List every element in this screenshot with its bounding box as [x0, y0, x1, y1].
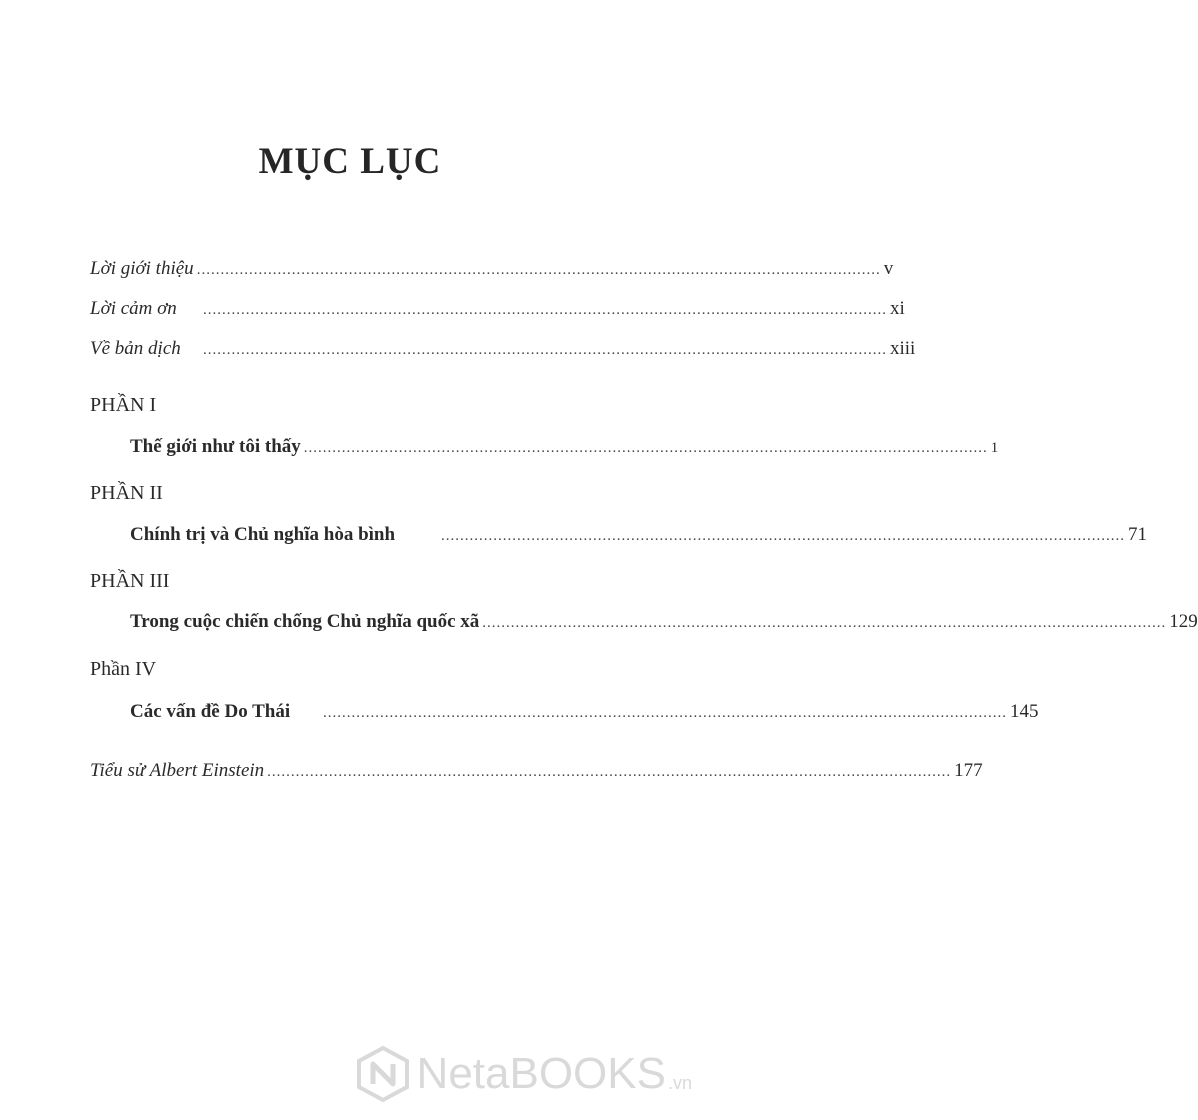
toc-entry-translation-note[interactable]: [90, 338, 916, 360]
part-heading: PHẦN III: [90, 570, 170, 592]
toc-entry-part-2[interactable]: [130, 524, 1147, 546]
dot-leader: ................................................................................................................................................: [323, 705, 1007, 721]
dot-leader: ................................................................................................................................................: [303, 440, 988, 456]
toc-entry-label: Lời giới thiệu: [90, 258, 194, 279]
netabooks-watermark: [355, 1046, 692, 1102]
toc-chapter-label: Trong cuộc chiến chống Chủ nghĩa quốc xã: [130, 611, 480, 632]
toc-entry-label: Lời cảm ơn: [90, 298, 177, 319]
toc-page-number: 145: [1010, 701, 1039, 722]
toc-entry-label: Tiểu sử Albert Einstein: [90, 760, 265, 781]
toc-chapter-label: Chính trị và Chủ nghĩa hòa bình: [130, 524, 396, 545]
toc-entry-part-1[interactable]: [130, 436, 999, 458]
toc-chapter-label: Thế giới như tôi thấy: [130, 436, 301, 457]
part-heading: PHẦN I: [90, 394, 157, 416]
toc-entry-introduction[interactable]: [90, 258, 894, 280]
toc-entry-acknowledgements[interactable]: [90, 298, 905, 320]
toc-page-number: 129: [1169, 611, 1198, 632]
toc-page-number: xiii: [890, 338, 916, 359]
toc-title: MỤC LỤC: [258, 141, 442, 182]
toc-chapter-label: Các vấn đề Do Thái: [130, 701, 291, 722]
toc-entry-label: Về bản dịch: [90, 338, 181, 359]
part-heading: Phần IV: [90, 658, 157, 680]
toc-page-number: v: [883, 258, 894, 279]
dot-leader: ................................................................................................................................................: [267, 764, 952, 780]
dot-leader: ................................................................................................................................................: [482, 615, 1167, 631]
dot-leader: ................................................................................................................................................: [441, 528, 1125, 544]
toc-page-number: 1: [990, 440, 999, 456]
toc-page-number: xi: [890, 298, 905, 319]
toc-page-number: 177: [954, 760, 983, 781]
watermark-text: NetaBOOKS: [416, 1049, 666, 1098]
watermark-suffix: .vn: [667, 1073, 692, 1093]
part-heading: PHẦN II: [90, 482, 163, 504]
dot-leader: ................................................................................................................................................: [196, 262, 881, 278]
netabooks-logo-icon: [355, 1046, 411, 1102]
toc-entry-biography[interactable]: [90, 760, 983, 782]
toc-entry-part-4[interactable]: [130, 701, 1039, 723]
toc-entry-part-3[interactable]: [130, 611, 1198, 633]
dot-leader: ................................................................................................................................................: [203, 302, 887, 318]
dot-leader: ................................................................................................................................................: [203, 342, 887, 358]
toc-page-number: 71: [1128, 524, 1147, 545]
